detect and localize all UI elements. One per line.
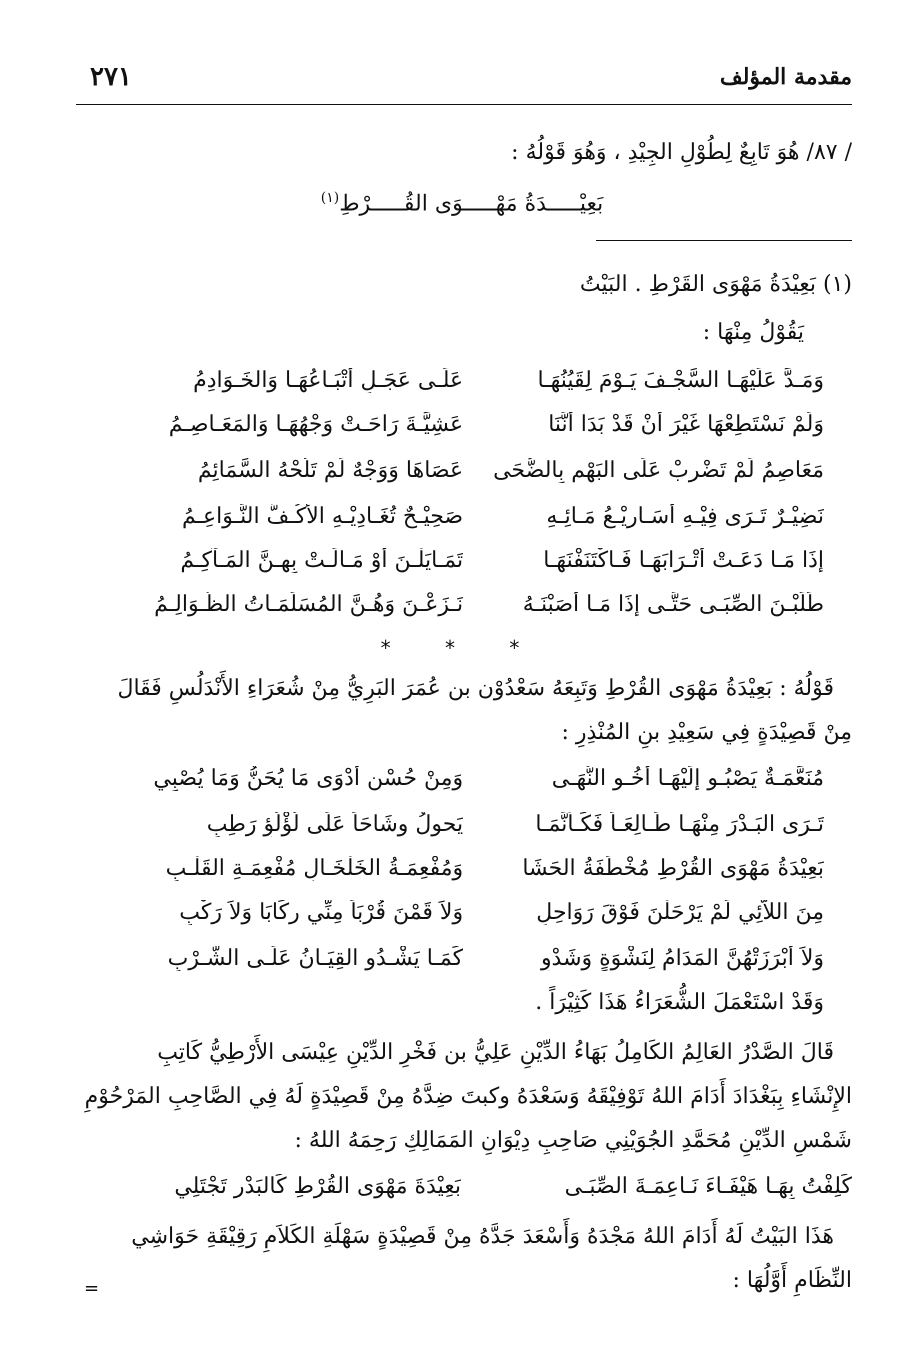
verse-first-hemistich: مِنَ اللاَّئِي لَمْ يَرْحَلْنَ فَوْقَ رَوَاحِلٍ [536,900,824,925]
footnote-rule [596,240,852,241]
header-rule [76,104,852,105]
footnote-verse [130,458,824,490]
paragraph-line: الإِنْشَاءِ بِبَغْدَادَ أَدَامَ اللهُ تَوْفِيْقَهُ وَسَعْدَهُ وكبتَ ضِدَّهُ مِنْ قَصِيْدَةٍ لَهُ فِي الصَّاحِبِ المَرْحُوْمِ [84,1084,852,1109]
verse-second-hemistich: كَمَـا يَشْـدُو القِيَـانُ عَلَـى الشَّـرْبِ [167,946,464,971]
verse-first-hemistich: بَعِيْدَةُ مَهْوَى القُرْطِ مُخْطَفَةُ الحَشَا [522,856,824,881]
verse-second-hemistich: بَعِيْدَةَ مَهْوَى القُرْطِ كَالبَدْرِ تَجْتَلِي [174,1174,461,1199]
verse-first-hemistich: مُنَعَّمَـةٌ يَصْبُـو إِلَيْهَـا أَخُـو النُّهَـى [551,766,824,791]
body-verse [130,766,824,798]
footnote-intro: يَقُوْلُ مِنْهَا : [702,320,804,345]
single-verse [100,1174,852,1206]
paragraph-line: قَالَ الصَّدْرُ العَالِمُ الكَامِلُ بَهَاءُ الدِّيْنِ عَلِيُّ بن فَخْرِ الدِّيْنِ عِيْسَى الأَرْطِيُّ كَاتِبِ [157,1040,834,1065]
paragraph-line: وَقَدْ اسْتَعْمَلَ الشُّعَرَاءُ هَذَا كَثِيْرَاً . [535,990,824,1015]
footnote-ref: (١) [320,190,340,206]
verse-first-hemistich: نَضِيْـرٌ تَـرَى فِيْـهِ أَسَـارِيْـعُ مَـائِـهِ [546,504,824,529]
paragraph-line: هَذَا البَيْتُ لَهُ أَدَامَ اللهُ مَجْدَهُ وَأَسْعَدَ جَدَّهُ مِنْ قَصِيْدَةٍ سَهْلَةِ الكَلاَمِ رَقِيْقَةِ حَوَاشِي [131,1224,834,1249]
verse-second-hemistich: وَلاَ قَمْنَ قُرْبَاً مِنِّي رِكَابَا وَلاَ رَكْبِ [179,900,464,925]
footnote-verse [130,592,824,624]
body-verse [130,946,824,978]
center-verse [0,190,924,216]
verse-first-hemistich: تَـرَى البَـدْرَ مِنْهَـا طَـالِعَـاً فَكَـأَنَّمَـا [535,812,824,837]
verse-second-hemistich: نَـزَعْـنَ وَهُـنَّ المُسَلِّمَـاتُ الظَّـوَالِـمُ [154,592,464,617]
verse-second-hemistich: صَحِيْـحٌ تُغَـادِيْـهِ الأَكُـفُّ النَّـوَاعِـمُ [181,504,464,529]
footnote-verse [130,548,824,580]
footnote-marker: (١) [822,272,852,297]
verse-second-hemistich: يَحوِلُ وِشَاحَاً عَلَى لُؤْلُؤٍ رَطِبِ [206,812,464,837]
verse-first-hemistich: وَلاَ أَبْرَزَتْهُنَّ المَدَامُ لِنَشْوَةٍ وَشَدْوٍ [540,946,824,971]
footnote-verse [130,412,824,444]
verse-second-hemistich: عَصَاهَا وَوَجْهٌ لَمْ تَلُحْهُ السَّمَائِمُ [197,458,464,483]
section-stars: * * * [380,636,544,660]
running-header-title: مقدمة المؤلف [719,64,852,90]
paragraph-line: شَمْسِ الدِّيْنِ مُحَمَّدِ الجُوَيْنِي صَاحِبِ دِيْوَانِ المَمَالِكِ رَحِمَهُ اللهُ : [294,1128,852,1153]
verse-first-hemistich: مَعَاصِمُ لَمْ تَضْرِبْ عَلَى البَهْمِ بِالضُّحَى [493,458,824,483]
page-number: ٢٧١ [90,62,132,92]
footnote-verse [130,368,824,400]
body-verse [130,900,824,932]
main-line: / ٨٧/ هُوَ تَابِعٌ لِطُوْلِ الجِيْدِ ، وَهُوَ قَوْلُهُ : [511,140,852,165]
verse-second-hemistich: عَلَـى عَجَـلٍ أَتْبَـاعُهَـا وَالخَـوَادِمُ [193,368,464,393]
verse-first-hemistich: وَمَـدَّ عَلَيْهَـا السَّجْـفَ يَـوْمَ لِقَيُنُهَـا [537,368,824,393]
footnote-lead-text: بَعِيْدَةُ مَهْوَى القَرْطِ . البَيْتُ [579,272,816,297]
footnote-verse [130,504,824,536]
verse-first-hemistich: وَلَمْ نَسْتَطِعْهَا غَيْرَ أَنْ قَدْ بَدَا أَنَّنَا [548,412,824,437]
paragraph-line: قَوْلُهُ : بَعِيْدَةُ مَهْوَى القُرْطِ وَتَبِعَهُ سَعْدُوْن بن عُمَرَ البَرِيُّ مِنْ شُعَرَاءِ الأَنْدَلُسِ فَقَالَ [117,676,834,701]
paragraph-line: مِنْ قَصِيْدَةٍ فِي سَعِيْدِ بنِ المُنْذِرِ : [561,720,852,745]
verse-second-hemistich: عَشِيَّـةَ رَاحَـتْ وَجْهُهَـا وَالمَعَـاصِـمُ [168,412,464,437]
verse-first-hemistich: إِذَا مَـا دَعَـتْ أَتْـرَابَهَـا فَـاكْتَنَفْنَهَـا [543,548,824,573]
footnote-lead [76,272,852,298]
verse-second-hemistich: وَمُفْعِمَـةُ الخَلْخَـالِ مُفْعِمَـةِ القَلْـبِ [165,856,464,881]
margin-mark: = [84,1278,100,1299]
body-verse [130,856,824,888]
paragraph-line: النِّظَامِ أَوَّلُهَا : [732,1268,852,1293]
verse-first-hemistich: كَلِفْتُ بِهَـا هَيْفَـاءَ نَـاعِمَـةَ الصِّبَـى [564,1174,852,1199]
verse-second-hemistich: تَمَـايَلْـنَ أَوْ مَـالَـتْ بِهِـنَّ المَـآكِـمُ [180,548,464,573]
verse-second-hemistich: وَمِنْ حُسْنِ أَدْوَى مَا يُحَنُّ وَمَا يُصْبِي [153,766,464,791]
body-verse [130,812,824,844]
center-verse-text: بَعِيْـــــدَةُ مَهْـــــوَى القُـــــرْطِ [339,191,604,217]
verse-first-hemistich: طَلَبْـنَ الصِّبَـى حَتَّـى إِذَا مَـا أَصَبْنَـهُ [522,592,824,617]
